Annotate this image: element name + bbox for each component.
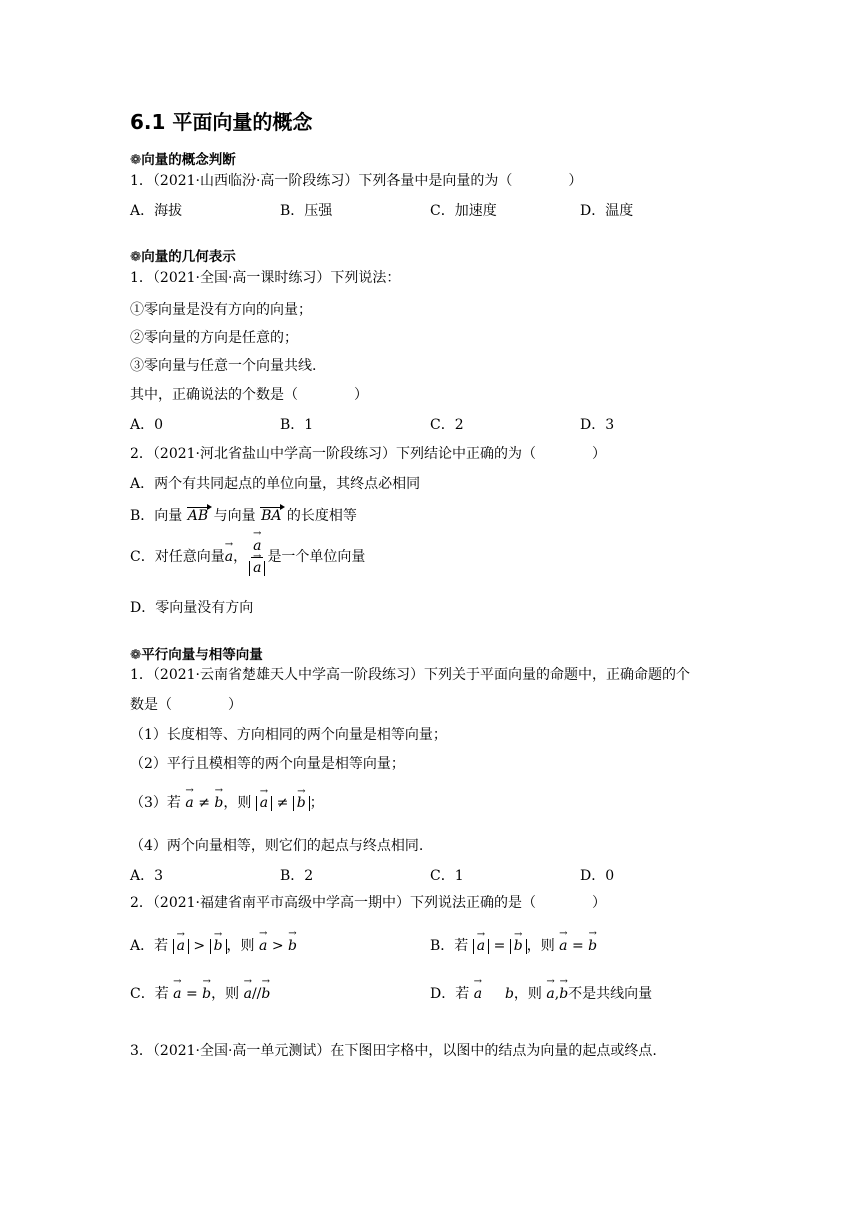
option-b: B．压强 — [280, 203, 333, 219]
statement-line: ①零向量是没有方向的向量； — [130, 302, 312, 318]
question-stem-continued: 数是（ ） — [130, 697, 242, 713]
vector-a: → a — [259, 938, 267, 955]
equals-sign: = — [185, 986, 198, 1002]
option-a: A．3 — [130, 868, 164, 884]
question-stem: 2．（2021·河北省盐山中学高一阶段练习）下列结论中正确的为（ ） — [130, 446, 606, 462]
question-stem: 1．（2021·山西临汾·高一阶段练习）下列各量中是向量的为（ ） — [130, 173, 583, 189]
vector-ab: AB — [187, 508, 209, 524]
section-heading-geometric: ❁向量的几何表示 — [130, 249, 236, 265]
vector-a: → a — [559, 938, 567, 955]
option-c: C．1 — [430, 868, 464, 884]
vector-a: → a — [260, 796, 268, 811]
question-stem: 2．（2021·福建省南平市高级中学高一期中）下列说法正确的是（ ） — [130, 895, 606, 911]
statement-mid: ，则 — [223, 795, 252, 811]
statement-line: （2）平行且模相等的两个向量是相等向量； — [130, 756, 405, 772]
vector-a: → a — [185, 795, 193, 812]
option-prefix: B．若 — [430, 938, 469, 954]
equals-sign: = — [493, 938, 506, 954]
option-b — [430, 938, 597, 955]
fraction-denominator: → a — [253, 561, 261, 576]
question-stem: 1．（2021·全国·高一课时练习）下列说法： — [130, 270, 401, 286]
option-c — [130, 538, 365, 577]
option-suffix: 不是共线向量 — [568, 986, 653, 1002]
option-mid: ，则 — [513, 986, 542, 1002]
unit-vector-fraction — [249, 538, 265, 577]
option-d: D．零向量没有方向 — [130, 600, 254, 616]
option-b-prefix: B．向量 — [130, 508, 183, 524]
option-c-prefix: C．对任意向量 — [130, 548, 225, 565]
option-a — [130, 938, 297, 955]
option-b — [130, 507, 357, 525]
vector-b: b — [504, 986, 514, 1002]
option-b-mid: 与向量 — [213, 508, 256, 524]
option-d: D．0 — [580, 868, 615, 884]
vector-b: → b — [261, 986, 270, 1003]
vector-b: → b — [214, 795, 223, 812]
option-d: D．3 — [580, 417, 615, 433]
equals-sign: = — [571, 938, 584, 954]
statement-line: （4）两个向量相等，则它们的起点与终点相同. — [130, 838, 424, 854]
vector-a: → a — [177, 939, 185, 954]
option-b-suffix: 的长度相等 — [286, 508, 357, 524]
vector-b: → b — [514, 939, 523, 954]
option-prefix: A．若 — [130, 938, 169, 954]
vector-ba: BA — [261, 508, 282, 524]
greater-than-sign: > — [193, 938, 206, 954]
statement-line — [130, 795, 324, 812]
vector-a: → a — [225, 549, 233, 566]
option-prefix: D．若 — [430, 986, 470, 1002]
option-c-suffix: 是一个单位向量 — [267, 548, 366, 565]
page-title: 6.1 平面向量的概念 — [130, 110, 313, 134]
option-a: A．两个有共同起点的单位向量，其终点必相同 — [130, 476, 421, 492]
option-c — [130, 986, 270, 1003]
greater-than-sign: > — [271, 938, 284, 954]
vector-b: → b — [202, 986, 211, 1003]
option-a: A．海拔 — [130, 203, 183, 219]
not-equal-sign: ≠ — [198, 795, 210, 811]
parallel-sign: // — [251, 986, 262, 1002]
section-heading-parallel-equal: ❁平行向量与相等向量 — [130, 647, 263, 663]
option-c: C．2 — [430, 417, 464, 433]
option-d: D．若 → a b，则 → a,→ b不是共线向量 — [430, 986, 652, 1003]
statement-line: ③零向量与任意一个向量共线. — [130, 358, 317, 374]
vector-b: → b — [288, 938, 297, 955]
vector-a: → a — [244, 986, 252, 1003]
vector-a: → a — [546, 986, 554, 1003]
vector-b: → b — [559, 986, 568, 1003]
statement-line: ②零向量的方向是任意的； — [130, 330, 298, 346]
option-d: D．温度 — [580, 203, 634, 219]
option-b: B．2 — [280, 868, 314, 884]
question-stem: 3．（2021·全国·高一单元测试）在下图田字格中，以图中的结点为向量的起点或终点. — [130, 1043, 657, 1059]
vector-a: → a — [474, 986, 482, 1003]
vector-a: → a — [173, 986, 181, 1003]
option-c: C．加速度 — [430, 203, 497, 219]
vector-b: → b — [297, 796, 306, 811]
section-heading-concept: ❁向量的概念判断 — [130, 152, 236, 168]
fraction-numerator: → a — [253, 538, 261, 555]
option-a: A．0 — [130, 417, 164, 433]
vector-b: → b — [588, 938, 597, 955]
option-mid: ，则 — [226, 938, 255, 954]
option-mid: ，则 — [211, 986, 240, 1002]
option-prefix: C．若 — [130, 986, 169, 1002]
statement-prefix: （3）若 — [130, 795, 181, 811]
option-mid: ，则 — [526, 938, 555, 954]
statement-line: （1）长度相等、方向相同的两个向量是相等向量； — [130, 727, 447, 743]
option-c-sep: ， — [233, 548, 248, 565]
statement-line: 其中，正确说法的个数是（ ） — [130, 387, 368, 403]
question-stem: 1．（2021·云南省楚雄天人中学高一阶段练习）下列关于平面向量的命题中，正确命题的个 — [130, 667, 690, 683]
statement-suffix: ； — [309, 795, 324, 811]
vector-b: → b — [214, 939, 223, 954]
vector-a: → a — [477, 939, 485, 954]
not-equal-sign: ≠ — [276, 795, 289, 811]
option-b: B．1 — [280, 417, 314, 433]
